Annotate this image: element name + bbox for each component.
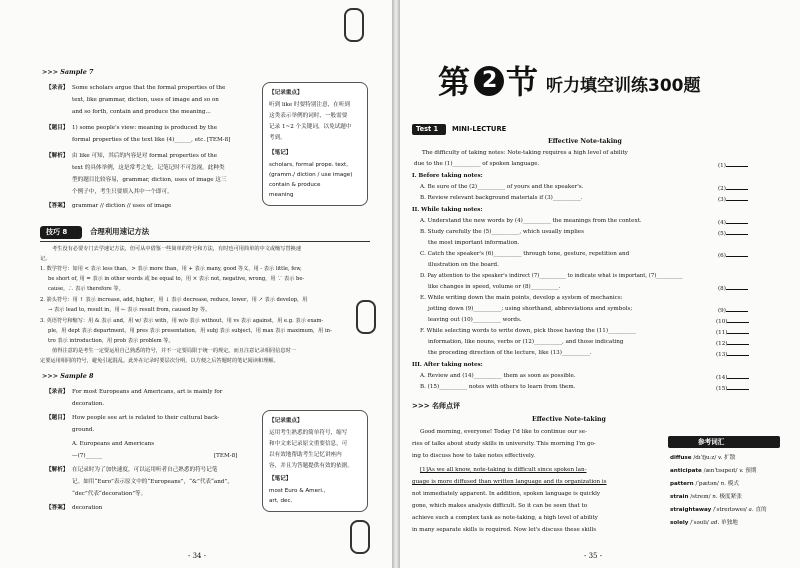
sample8-question-line: How people see art is related to their cultural back- [72, 415, 220, 421]
tip8-item: 值得注意的是考生一定要运用自己熟悉的符号，并不一定要局限于统一的规定。而且注意记录相同信息时一 [52, 348, 296, 354]
tip8-item: be short of, 用 = 表示 in other words 或 be equal to，用 × 表示 not, negative, wrong，用 ∵ 表示 be- [48, 276, 305, 282]
sample8-recording-line: For most Europeans and Americans, art is mainly for [72, 389, 223, 395]
answer-num: (10) [716, 316, 749, 326]
vocab-item: anticipate /ænˈtɪsɪpeɪt/ v. 预期 [670, 468, 757, 474]
tip8-item: 3. 英语符号和缩写：用 & 表示 and，用 w/ 表示 with，用 w/o 表示 without，用 vs 表示 against，用 e.g. 表示 exam- [40, 318, 324, 324]
tip8-intro: 考生没有必要专门去学速记方法，但可从中借鉴一些简单的符号和方法，有时也可用简单的中文或缩写替换速 [52, 246, 302, 252]
intro-line: due to the (1)__________ of spoken language. [414, 161, 540, 167]
sample8-analysis-line: “dec”代表“decoration”等。 [72, 491, 147, 497]
sample7-analysis-line: 型的题目比较容易，grammar, diction, uses of image 这三 [72, 177, 227, 183]
answer-num: (15) [716, 383, 749, 393]
comment-line: gone, which makes analysis difficult. So it can be seen that to [412, 503, 588, 509]
sample8-notebox [262, 410, 368, 512]
notebox-line: 听到 like 时要特别注意，在听到 [269, 102, 350, 108]
sample7-analysis-line: text 的具体举例，这是常考之处，记笔记时不可忽视。此种类 [72, 165, 225, 171]
vocab-item: strain /streɪn/ n. 极度紧张 [670, 494, 742, 500]
spiral-ring-icon [356, 300, 376, 334]
spiral-ring-icon [344, 8, 364, 42]
answer-num: (6) [718, 250, 748, 260]
outline-line: leaving out (10)__________ words. [428, 317, 522, 323]
tip8-rule [40, 241, 370, 242]
answer-num: (3) [718, 194, 748, 204]
comment-line: not immediately apparent. In addition, spoken language is quickly [412, 491, 601, 497]
vocab-item: diffuse /dɪˈfjuːz/ v. 扩散 [670, 455, 736, 461]
answer-num: (12) [716, 338, 749, 348]
outline-line: information, like nouns, verbs or (12)__________, and those indicating [428, 339, 624, 345]
page-number-left: - 34 - [188, 552, 207, 560]
section-subtitle: 听力填空训练300题 [546, 76, 701, 96]
tip8-item: 2. 箭头符号：用 ↑ 表示 increase, add, higher，用 ↓ 表示 decrease, reduce, lower，用 ↗ 表示 develop，用 [40, 297, 308, 303]
notebox-note-line: (gramm./ diction / use image) [269, 172, 353, 178]
sample8-option: —(7)______ [72, 453, 103, 459]
comment-line: ries of talks about study skills in university. This morning I'm go- [412, 441, 596, 447]
sample8-answer: decoration [72, 505, 103, 511]
tip8-item: 1. 数学符号：如用 < 表示 less than，> 表示 more than，用 + 表示 many, good 等义，用 - 表示 little, few, [40, 266, 302, 272]
comment-line: Good morning, everyone! Today I'd like to continue our se- [420, 429, 587, 435]
test-badge: Test 1 [416, 125, 439, 133]
outline-line: like changes in speed, volume or (8)__________. [428, 284, 561, 290]
answer-num: (9) [718, 305, 748, 315]
section-title-prefix: 第 [438, 63, 471, 101]
vocab-item: solely /ˈsəʊli/ ad. 单独地 [670, 520, 738, 526]
tip8-item: tro 表示 introduction，用 prob 表示 problem 等。 [48, 338, 174, 344]
sample7-analysis-line: 个例子中，考生只要填入其中一个即可。 [72, 189, 173, 195]
notebox-note-line: scholars, formal prope. text, [269, 162, 349, 168]
comment-heading: >>> 名师点评 [412, 401, 461, 410]
outline-line: B. Study carefully the (5)__________, which usually implies [420, 229, 584, 235]
sample8-heading: >>> Sample 8 [42, 372, 94, 380]
notebox-line: 和中文来记录原文重要信息，可 [269, 441, 348, 447]
notebox-note-line: meaning [269, 192, 294, 198]
sample7-recording-line: Some scholars argue that the formal properties of the [72, 85, 226, 91]
sample7-recording-line: and so forth, contain and produce the meaning... [72, 109, 211, 115]
right-page [400, 0, 800, 568]
answer-num: (1) [718, 160, 748, 170]
outline-line: A. Review and (14)__________ them as soon as possible. [420, 373, 576, 379]
sample7-question-tag: 【题目】 [46, 125, 69, 131]
vocab-item: straightaway /ˈstreɪtəweɪ/ a. 直的 [670, 507, 767, 513]
answer-num: (13) [716, 349, 749, 359]
outline-line: E. While writing down the main points, develop a system of mechanics: [420, 295, 623, 301]
tip8-item: → 表示 lead to, result in，用 ← 表示 result from, caused by 等。 [48, 307, 211, 313]
comment-line: [1]As we all know, note-taking is difficult since spoken lan- [420, 467, 587, 473]
test-type: MINI-LECTURE [452, 125, 507, 133]
outline-line: B. (15)__________ notes with others to learn from them. [420, 384, 576, 390]
outline-line: the proceding direction of the lecture, like (13)__________. [428, 350, 592, 356]
sample8-option: A. Europeans and Americans [72, 441, 155, 447]
sample8-recording-line: decoration. [72, 401, 105, 407]
notebox-line: 考到。 [269, 135, 286, 141]
comment-line: achieve such a complex task as note-taking, a high level of ability [412, 515, 598, 521]
sample7-question-line: formal properties of the text like (4)______, etc. [TEM-8] [72, 137, 231, 143]
notebox-line: 记录 1~2 个关键词，以免试题中 [269, 124, 352, 130]
comment-title: Effective Note-taking [532, 416, 606, 423]
sample7-analysis-tag: 【解析】 [46, 153, 69, 159]
sample8-analysis-tag: 【解析】 [46, 467, 69, 473]
notebox-line: 以有效地帮助考生记忆讲座内 [269, 452, 342, 458]
tip8-item: 定要运用相同的符号，避免引起混乱。此外在记录时要层次分明，以方便之后答题时的笔记阅读和理解。 [40, 358, 279, 364]
tip8-item: ple，用 dept 表示 department，用 pres 表示 presentation，用 subj 表示 subject，用 max 表示 maximum，用 in- [48, 328, 332, 334]
sample7-answer-tag: 【答案】 [46, 203, 69, 209]
sample7-heading: >>> Sample 7 [42, 68, 94, 76]
vocab-title: 参考词汇 [698, 438, 725, 446]
notebox-note-title: 【笔记】 [269, 476, 292, 482]
answer-num: (5) [718, 228, 748, 238]
sample8-tem: [TEM-8] [214, 453, 238, 459]
section-heading: II. While taking notes: [412, 207, 483, 213]
comment-line: guage is more diffused than written language and its organization is [412, 479, 607, 485]
notebox-note-line: art, dec. [269, 498, 293, 504]
sample7-analysis-line: 由 like 可知，其后的内容是对 formal properties of the [72, 153, 218, 159]
notebox-note-line: most Euro & Ameri., [269, 488, 326, 494]
notebox-line: 运用考生熟悉的简单符号，缩写 [269, 430, 348, 436]
sample8-analysis-line: 在记录时为了加快速度，可以运用听者自己熟悉的符号记笔 [72, 467, 218, 473]
sample7-recording-line: text, like grammar, diction, uses of image and so on [72, 97, 219, 103]
sample8-answer-tag: 【答案】 [46, 505, 69, 511]
outline-line: D. Pay attention to the speaker's indirect (7)__________ to indicate what is important, (7)__________ [420, 273, 683, 279]
sample8-recording-tag: 【录音】 [46, 389, 69, 395]
comment-line: ing to discuss how to take notes effectively. [412, 453, 536, 459]
tip8-item: cause，∴ 表示 therefore 等。 [48, 286, 124, 292]
sample7-question-line: 1) some people's view: meaning is produced by the [72, 125, 218, 131]
tip8-intro: 记。 [40, 256, 51, 262]
section-heading: I. Before taking notes: [412, 173, 483, 179]
lecture-title: Effective Note-taking [548, 138, 622, 145]
notebox-title: 【记录重点】 [269, 90, 303, 96]
answer-num: (11) [716, 327, 749, 337]
outline-line: illustration on the board. [428, 262, 499, 268]
sample8-question-line: ground. [72, 427, 95, 433]
answer-num: (2) [718, 183, 748, 193]
sample8-question-tag: 【题目】 [46, 415, 69, 421]
vocab-item: pattern /ˈpætən/ n. 模式 [670, 481, 739, 487]
spiral-ring-icon [350, 520, 370, 554]
comment-line: in many separate skills is required. Now let's discuss these skills [412, 527, 597, 533]
outline-line: jotting down (9)__________; using shorthand, abbreviations and symbols; [428, 306, 633, 312]
sample7-notebox [262, 82, 368, 206]
intro-line: The difficulty of taking notes: Note-taking requires a high level of ability [422, 150, 628, 156]
tip8-badge: 技巧 8 [46, 228, 68, 236]
notebox-line: 这类表示举例的词时，一般需要 [269, 113, 348, 119]
page-number-right: - 35 - [584, 552, 603, 560]
notebox-title: 【记录重点】 [269, 418, 303, 424]
answer-num: (8) [718, 283, 748, 293]
outline-line: A. Understand the new words by (4)__________ the meanings from the context. [420, 218, 642, 224]
notebox-note-line: contain & produce [269, 182, 321, 188]
notebox-line: 容，并且为答题提供有效的依据。 [269, 463, 353, 469]
section-heading: III. After taking notes: [412, 362, 483, 368]
outline-line: C. Catch the speaker's (6)__________ through tone, gesture, repetition and [420, 251, 630, 257]
notebox-note-title: 【笔记】 [269, 150, 292, 156]
sample7-recording-tag: 【录音】 [46, 85, 69, 91]
outline-line: A. Be sure of the (2)__________ of yours and the speaker's. [420, 184, 584, 190]
sample8-analysis-line: 记。如用“Euro”表示原文中的“Europeans”，“&”代表“and”， [72, 479, 233, 485]
section-title-suffix: 节 [506, 63, 539, 101]
answer-num: (4) [718, 217, 748, 227]
outline-line: F. While selecting words to write down, pick those having the (11)__________ [420, 328, 637, 334]
answer-num: (14) [716, 372, 749, 382]
left-page [0, 0, 392, 568]
sample7-answer: grammar // diction // uses of image [72, 203, 172, 209]
tip8-title: 合理利用速记方法 [90, 227, 150, 236]
section-number: 2 [482, 68, 498, 93]
book-gutter [392, 0, 400, 568]
outline-line: B. Review relevant background materials if (3)__________. [420, 195, 583, 201]
outline-line: the most important information. [428, 240, 520, 246]
